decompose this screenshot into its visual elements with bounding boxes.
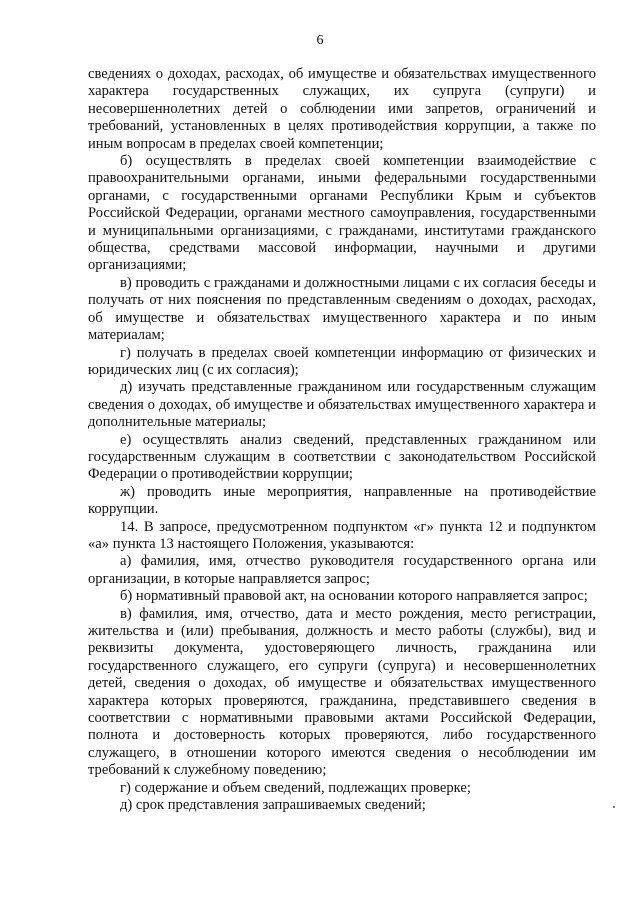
scan-speck — [613, 806, 615, 808]
paragraph-14-item-b: б) нормативный правовой акт, на основании которого направляется запрос; — [120, 588, 588, 605]
paragraph-14-item-g: г) содержание и объем сведений, подлежащих проверке; — [120, 779, 471, 796]
paragraph-section-14: 14. В запросе, предусмотренном подпунктом «г» пункта 12 и подпунктом «а» пункта 13 настоящего Положения, указываются: — [88, 518, 596, 552]
paragraph-14-item-a: а) фамилия, имя, отчество руководителя государственного органа или организации, в которые направляется запрос; — [88, 553, 596, 587]
paragraph-14-item-d: д) срок представления запрашиваемых сведений; — [120, 797, 426, 814]
paragraph-item-b: б) осуществлять в пределах своей компетенции взаимодействие с правоохранительными органами, иными федеральными государственными органами, с государственными органами Республики Крым и субъектов Российской Федерации, органами местного самоуправления, государственными и муниципальными организациями, с гражданами, институтами гражданского общества, средствами массовой информации, научными и другими организациями; — [88, 153, 596, 274]
paragraph-14-item-v: в) фамилия, имя, отчество, дата и место рождения, место регистрации, жительства и (или) пребывания, должность и место работы (службы), вид и реквизиты документа, удостоверяющего личность, гражданина или государственного служащего, его супруги (супруга) и несовершеннолетних детей, сведения о доходах, об имуществе и обязательствах имущественного характера которых проверяются, гражданина, представившего сведения в соответствии с нормативными правовыми актами Российской Федерации, полнота и достоверность которых проверяются, либо государственного служащего, в отношении которого имеются сведения о несоблюдении им требований к служебному поведению; — [88, 605, 596, 779]
page-number: 6 — [316, 33, 324, 48]
paragraph-item-e: е) осуществлять анализ сведений, представленных гражданином или государственным служащим в соответствии с законодательством Российской Федерации о противодействии коррупции; — [88, 431, 596, 483]
paragraph-item-v: в) проводить с гражданами и должностными лицами с их согласия беседы и получать от них пояснения по представленным сведениям о доходах, расходах, об имуществе и обязательствах имущественного характера и по иным материалам; — [88, 274, 596, 344]
paragraph-item-g: г) получать в пределах своей компетенции информацию от физических и юридических лиц (с их согласия); — [88, 344, 596, 378]
paragraph-item-d: д) изучать представленные гражданином или государственным служащим сведения о доходах, об имуществе и обязательствах имущественного характера и дополнительные материалы; — [88, 379, 596, 431]
paragraph-continued: сведениях о доходах, расходах, об имуществе и обязательствах имущественного характера государственных служащих, их супруга (супруги) и несовершеннолетних детей о соблюдении ими запретов, ограничений и требований, установленных в целях противодействия коррупции, а также по иным вопросам в пределах своей компетенции; — [88, 66, 596, 152]
document-body — [88, 66, 596, 814]
paragraph-item-zh: ж) проводить иные мероприятия, направленные на противодействие коррупции. — [88, 483, 596, 518]
